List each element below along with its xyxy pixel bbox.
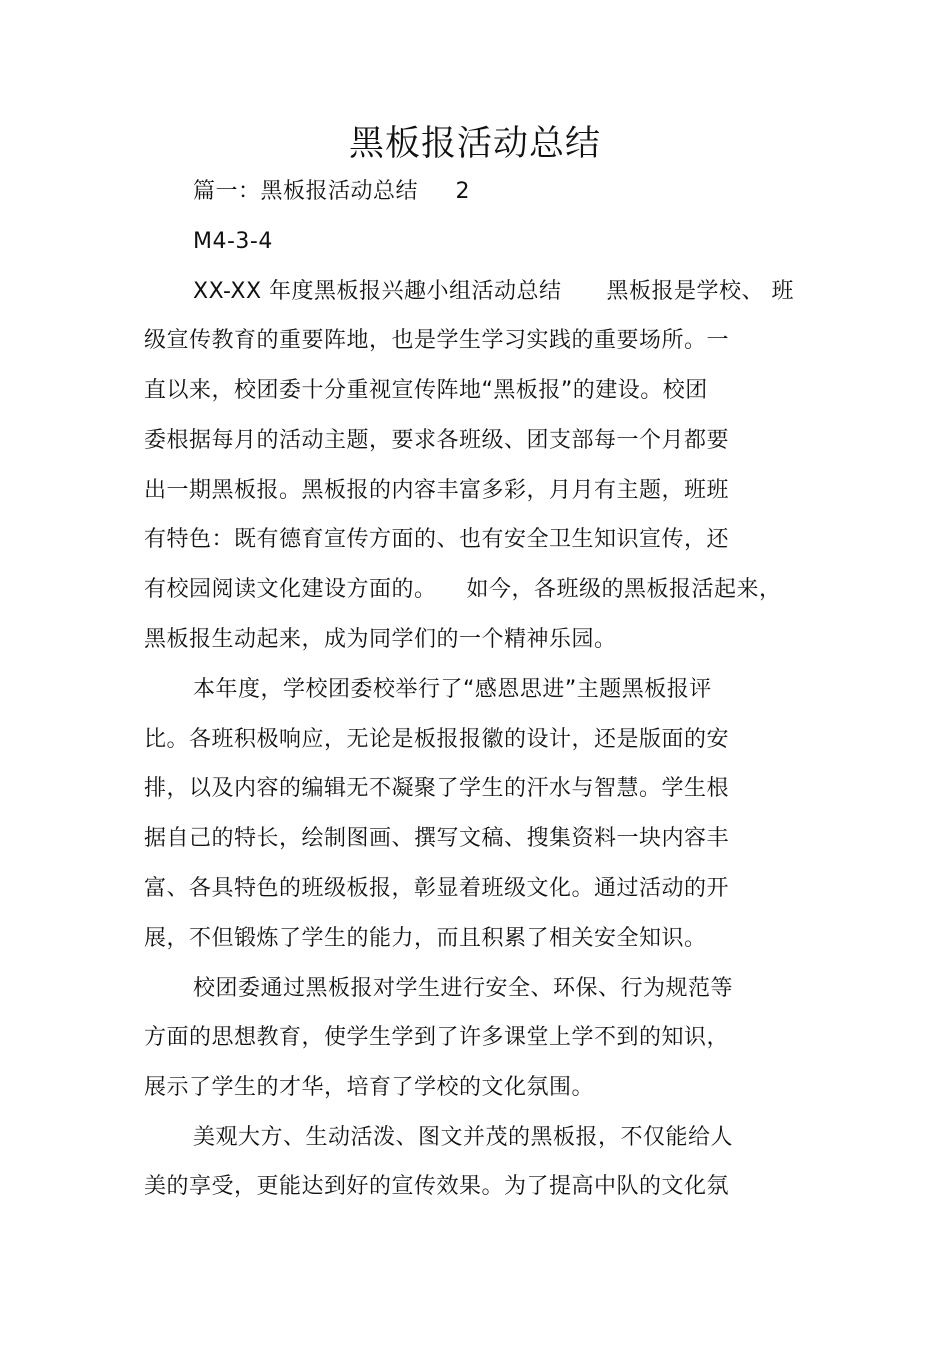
text-line: 展，不但锻炼了学生的能力，而且积累了相关安全知识。: [144, 926, 707, 951]
text-line: 方面的思想教育，使学生学到了许多课堂上学不到的知识，: [144, 1025, 730, 1050]
text-line: 直以来，校团委十分重视宣传阵地“黑板报”的建设。校团: [144, 378, 708, 403]
text-line: 比。各班积极响应，无论是板报报徽的设计，还是版面的安: [144, 727, 730, 752]
text-line: 委根据每月的活动主题，要求各班级、团支部每一个月都要: [144, 428, 730, 453]
text-line: 本年度，学校团委校举行了“感恩思进”主题黑板报评: [193, 677, 712, 702]
text-line: 出一期黑板报。黑板报的内容丰富多彩，月月有主题，班班: [144, 478, 730, 503]
text-line: 排，以及内容的编辑无不凝聚了学生的汗水与智慧。学生根: [144, 776, 730, 801]
text-line: XX-XX 年度黑板报兴趣小组活动总结 黑板报是学校、 班: [193, 279, 794, 304]
text-line: 有特色：既有德育宣传方面的、也有安全卫生知识宣传，还: [144, 527, 730, 552]
text-line: 级宣传教育的重要阵地，也是学生学习实践的重要场所。一: [144, 328, 730, 353]
text-line: 有校园阅读文化建设方面的。 如今，各班级的黑板报活起来，: [144, 577, 782, 602]
text-line: 美的享受，更能达到好的宣传效果。为了提高中队的文化氛: [144, 1174, 730, 1199]
text-line: 校团委通过黑板报对学生进行安全、环保、行为规范等: [193, 976, 734, 1001]
text-line: 美观大方、生动活泼、图文并茂的黑板报，不仅能给人: [193, 1125, 734, 1150]
code-line: M4-3-4: [193, 229, 273, 254]
text-line: 据自己的特长，绘制图画、撰写文稿、搜集资料一块内容丰: [144, 826, 730, 851]
text-line: 富、各具特色的班级板报，彰显着班级文化。通过活动的开: [144, 876, 730, 901]
subtitle-line: 篇一：黑板报活动总结 2: [193, 179, 470, 204]
document-title: 黑板报活动总结: [348, 124, 601, 164]
text-line: 黑板报生动起来，成为同学们的一个精神乐园。: [144, 627, 617, 652]
text-line: 展示了学生的才华，培育了学校的文化氛围。: [144, 1075, 595, 1100]
